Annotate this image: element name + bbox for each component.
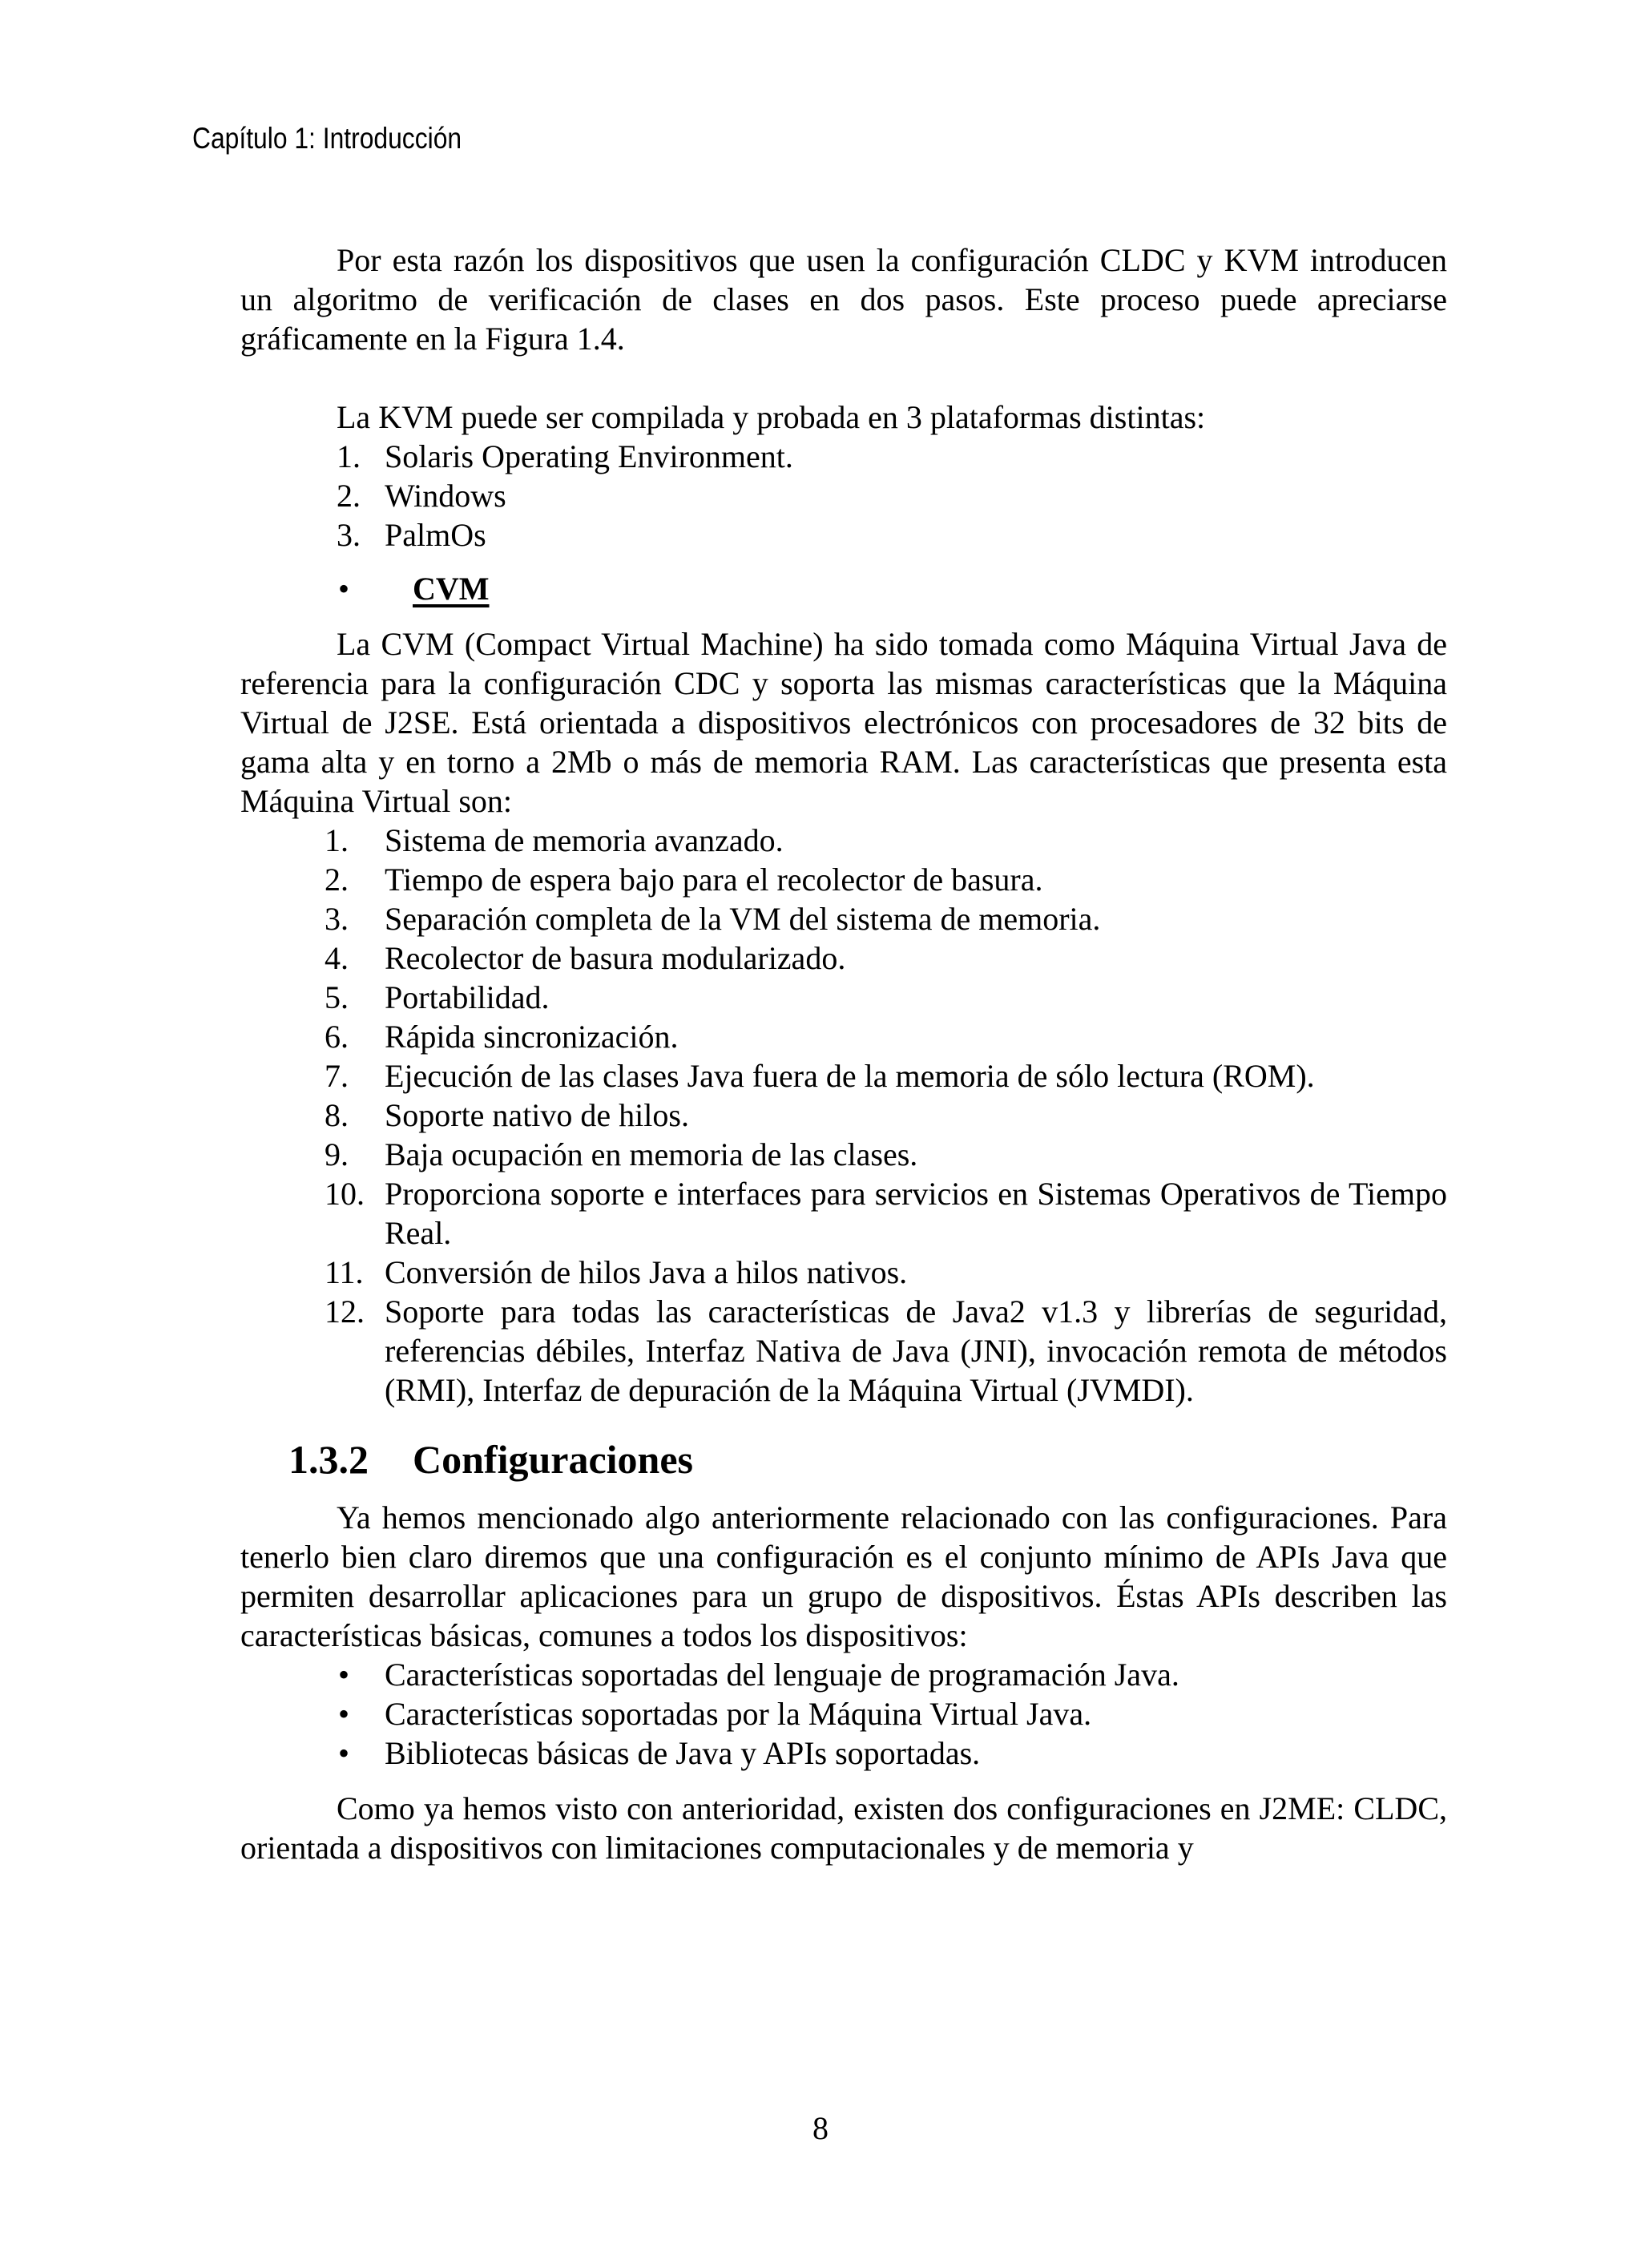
list-text: Proporciona soporte e interfaces para servicios en Sistemas Operativos de Tiempo Real.	[385, 1176, 1447, 1251]
list-number: 11.	[325, 1254, 364, 1290]
list-item	[240, 821, 1447, 860]
paragraph-cvm: La CVM (Compact Virtual Machine) ha sido tomada como Máquina Virtual Java de referencia para la configuración CDC y soporta las mismas características que la Máquina Virtual de J2SE. Está orientada a dispositivos electrónicos con procesadores de 32 bits de gama alta y en torno a 2Mb o más de memoria RAM. Las características que presenta esta Máquina Virtual son:	[240, 626, 1447, 819]
cvm-title: CVM	[413, 571, 490, 607]
bullet-icon: •	[338, 1657, 350, 1693]
list-number: 2.	[337, 478, 361, 514]
list-text: Ejecución de las clases Java fuera de la memoria de sólo lectura (ROM).	[385, 1058, 1315, 1094]
list-number: 12.	[325, 1293, 365, 1330]
list-text: Baja ocupación en memoria de las clases.	[385, 1136, 918, 1172]
paragraph-verification: Por esta razón los dispositivos que usen la configuración CLDC y KVM introducen un algoritmo de verificación de clases en dos pasos. Este proceso puede apreciarse gráficamente en la Figura 1.4.	[240, 242, 1447, 357]
list-number: 3.	[337, 517, 361, 553]
list-text: Soporte para todas las características de Java2 v1.3 y librerías de seguridad, referencias débiles, Interfaz Nativa de Java (JNI), invocación remota de métodos (RMI), Interfaz de depuración de la Máquina Virtual (JVMDI).	[385, 1293, 1447, 1408]
list-text: Windows	[385, 478, 506, 514]
paragraph-configurations: Ya hemos mencionado algo anteriormente relacionado con las configuraciones. Para tenerlo bien claro diremos que una configuración es el conjunto mínimo de APIs Java que permiten desarrollar aplicaciones para un grupo de dispositivos. Éstas APIs describen las características básicas, comunes a todos los dispositivos:	[240, 1499, 1447, 1653]
config-bullets-list	[240, 1655, 1447, 1773]
paragraph-j2me-configs: Como ya hemos visto con anterioridad, existen dos configuraciones en J2ME: CLDC, orientada a dispositivos con limitaciones computacionales y de memoria y	[240, 1790, 1447, 1866]
list-item	[240, 1253, 1447, 1292]
section-number: 1.3.2	[288, 1437, 369, 1482]
platforms-list	[240, 437, 1447, 555]
list-number: 10.	[325, 1176, 365, 1212]
list-text: Conversión de hilos Java a hilos nativos.	[385, 1254, 908, 1290]
list-text: Tiempo de espera bajo para el recolector de basura.	[385, 862, 1043, 898]
list-item	[240, 860, 1447, 899]
list-item	[240, 515, 1447, 555]
list-text: Rápida sincronización.	[385, 1019, 679, 1055]
list-item	[240, 1655, 1447, 1694]
paragraph-kvm-platforms: La KVM puede ser compilada y probada en 3 plataformas distintas:	[337, 399, 1206, 435]
cvm-subheading	[240, 569, 1447, 608]
list-text: PalmOs	[385, 517, 486, 553]
list-number: 3.	[325, 901, 349, 937]
list-text: Características soportadas por la Máquina Virtual Java.	[385, 1696, 1092, 1732]
list-text: Soporte nativo de hilos.	[385, 1097, 689, 1133]
cvm-features-list	[240, 821, 1447, 1410]
list-number: 2.	[325, 862, 349, 898]
list-number: 1.	[337, 438, 361, 474]
running-header: Capítulo 1: Introducción	[192, 122, 462, 155]
list-text: Sistema de memoria avanzado.	[385, 822, 784, 858]
section-title: Configuraciones	[413, 1437, 693, 1482]
list-item	[240, 938, 1447, 978]
section-heading	[240, 1434, 1447, 1485]
list-text: Portabilidad.	[385, 979, 550, 1015]
list-item	[240, 1096, 1447, 1135]
bullet-icon: •	[338, 571, 350, 607]
list-item	[240, 978, 1447, 1017]
list-item	[240, 1017, 1447, 1056]
list-number: 7.	[325, 1058, 349, 1094]
list-text: Separación completa de la VM del sistema de memoria.	[385, 901, 1101, 937]
body-text	[240, 240, 1447, 1867]
list-text: Bibliotecas básicas de Java y APIs soportadas.	[385, 1735, 981, 1771]
bullet-icon: •	[338, 1696, 350, 1732]
list-number: 1.	[325, 822, 349, 858]
list-number: 8.	[325, 1097, 349, 1133]
list-text: Recolector de basura modularizado.	[385, 940, 846, 976]
list-text: Características soportadas del lenguaje de programación Java.	[385, 1657, 1179, 1693]
list-item	[240, 899, 1447, 938]
list-text: Solaris Operating Environment.	[385, 438, 793, 474]
list-item	[240, 1135, 1447, 1174]
list-item	[240, 1694, 1447, 1733]
list-number: 4.	[325, 940, 349, 976]
list-item	[240, 1174, 1447, 1253]
list-item	[240, 1733, 1447, 1773]
list-number: 6.	[325, 1019, 349, 1055]
list-number: 5.	[325, 979, 349, 1015]
list-item	[240, 476, 1447, 515]
list-item	[240, 437, 1447, 476]
page-number: 8	[812, 2110, 829, 2146]
list-item	[240, 1056, 1447, 1096]
list-number: 9.	[325, 1136, 349, 1172]
list-item	[240, 1292, 1447, 1410]
bullet-icon: •	[338, 1735, 350, 1771]
